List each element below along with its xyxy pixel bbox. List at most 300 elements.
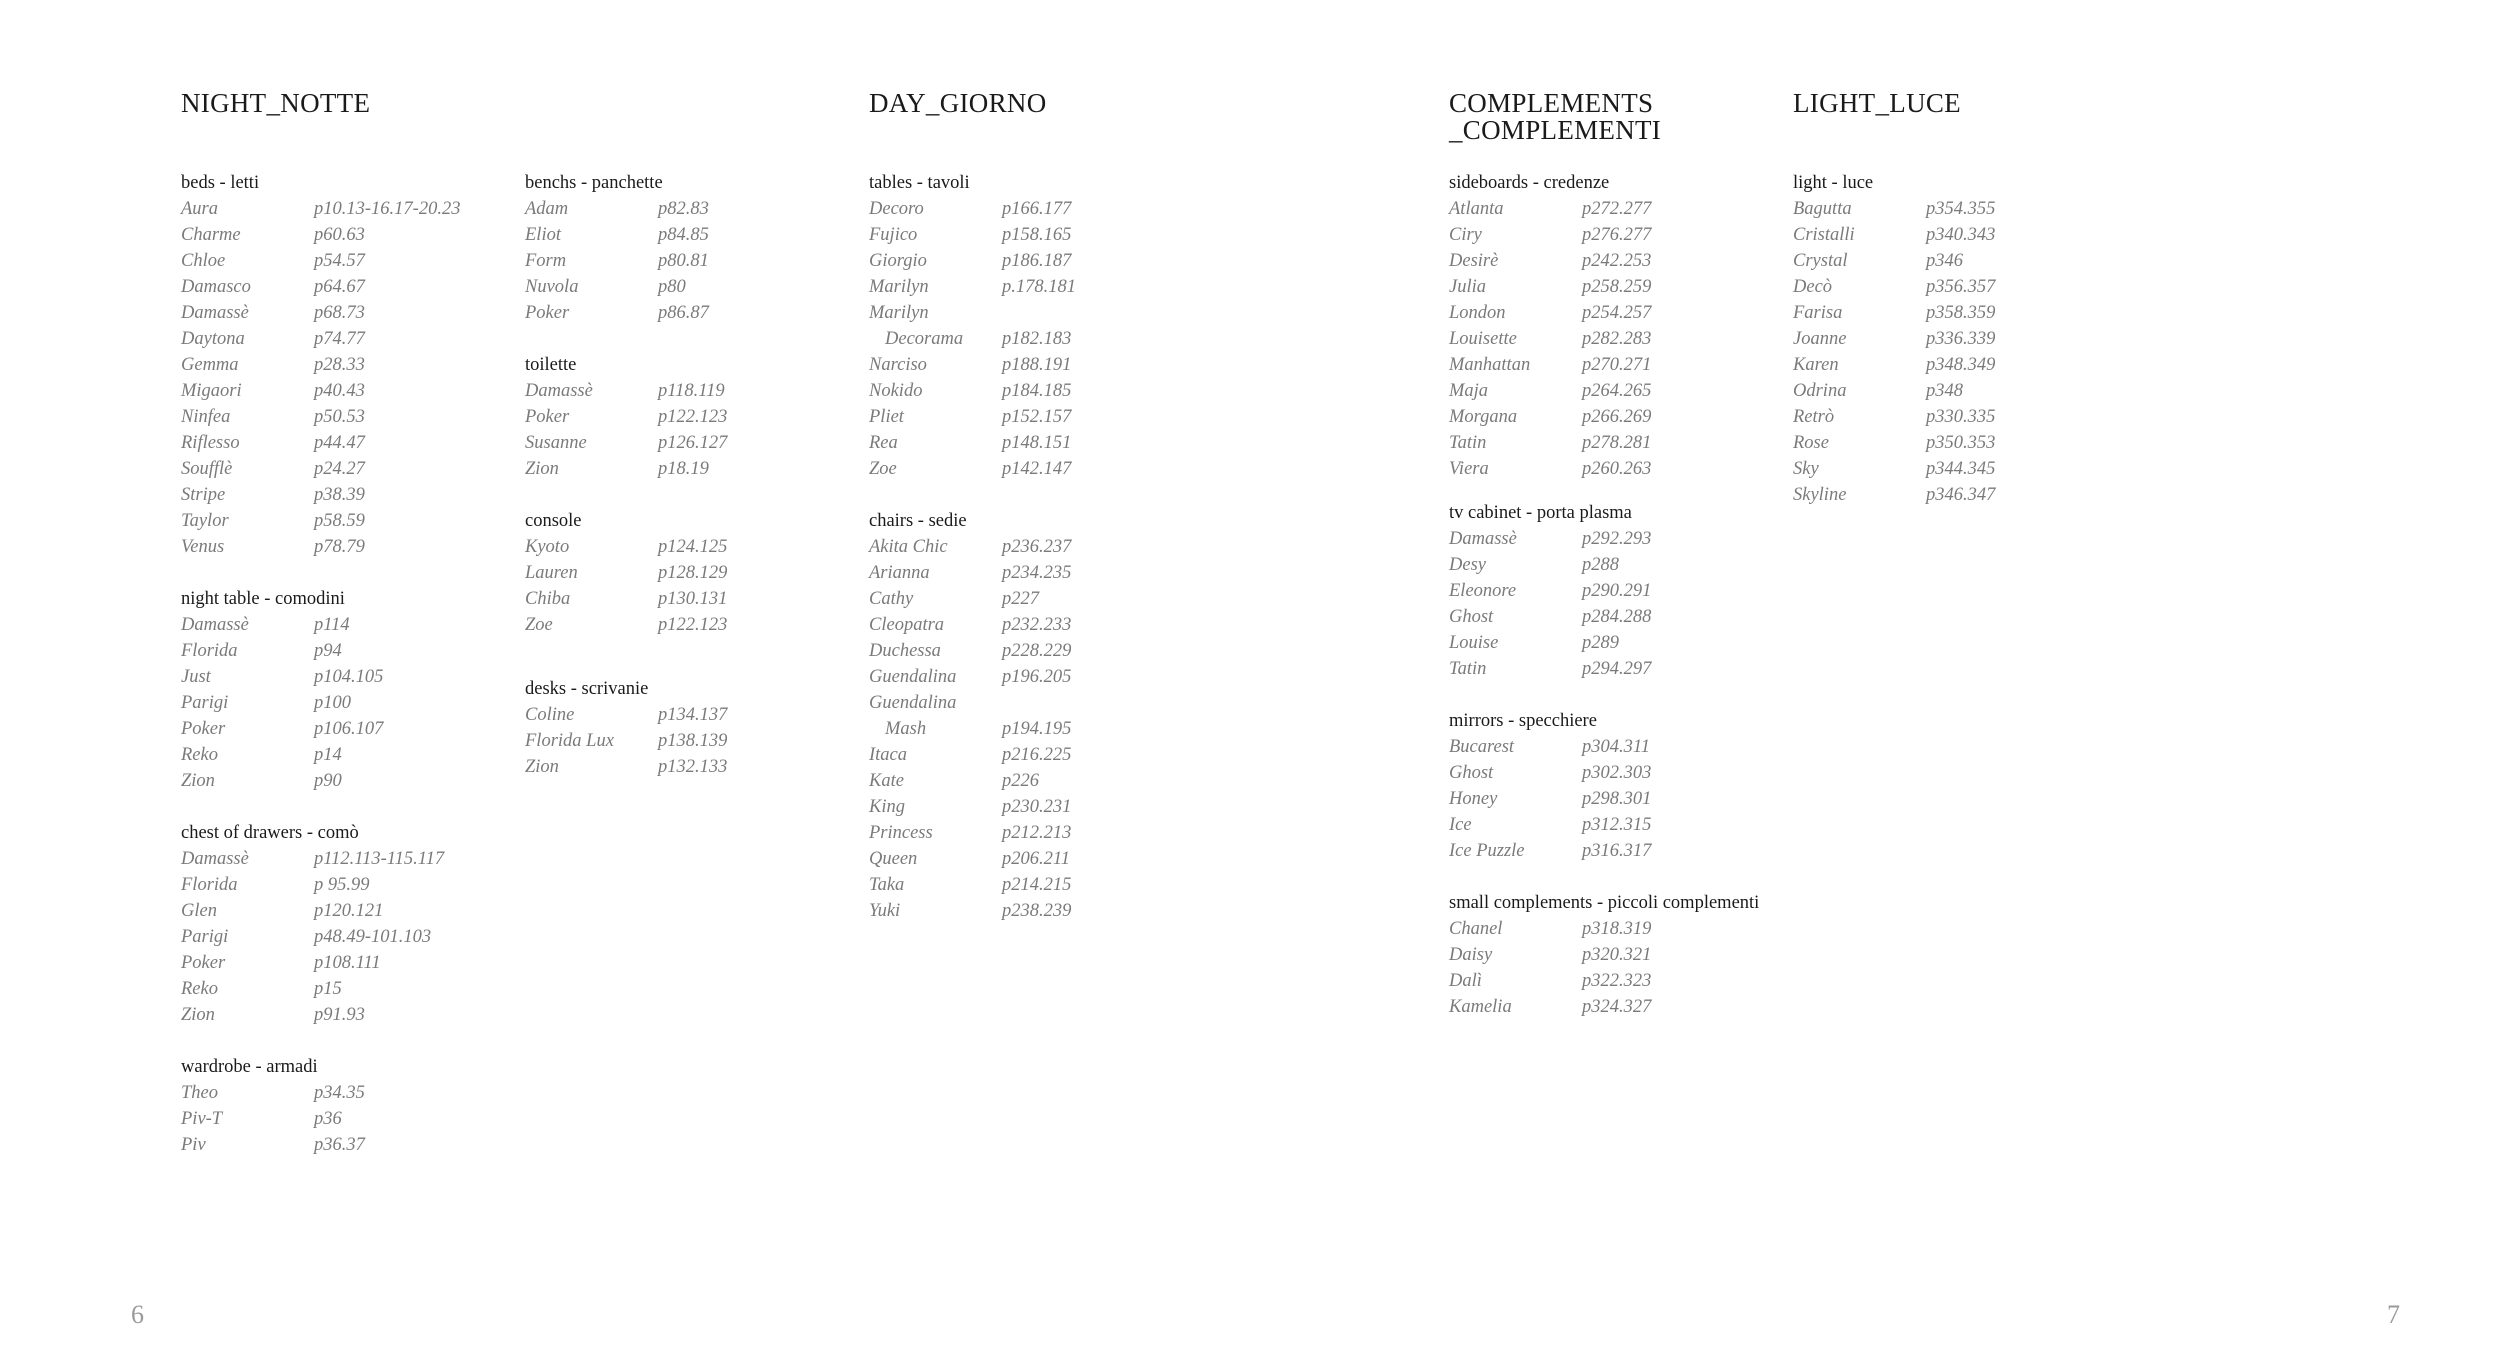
entry-pages: p34.35 bbox=[314, 1083, 365, 1103]
entry-name: Chloe bbox=[181, 251, 226, 271]
index-entry bbox=[1449, 456, 1651, 482]
entry-name: Reko bbox=[181, 979, 218, 999]
index-entry bbox=[869, 586, 1071, 612]
entry-name: Louisette bbox=[1449, 329, 1517, 349]
index-entry bbox=[1449, 430, 1651, 456]
entry-name: Florida bbox=[181, 875, 238, 895]
index-entry bbox=[181, 716, 383, 742]
entry-name: Karen bbox=[1793, 355, 1839, 375]
entry-name: Stripe bbox=[181, 485, 226, 505]
entry-name: Reko bbox=[181, 745, 218, 765]
group-heading: light - luce bbox=[1793, 173, 1874, 193]
entry-name: Morgana bbox=[1449, 407, 1518, 427]
index-entry bbox=[869, 274, 1076, 300]
index-entry bbox=[525, 378, 727, 404]
entry-pages: p344.345 bbox=[1926, 459, 1996, 479]
entry-pages: p80.81 bbox=[658, 251, 709, 271]
entry-name: Ghost bbox=[1449, 763, 1494, 783]
entry-pages: p36.37 bbox=[314, 1135, 365, 1155]
entry-pages: p232.233 bbox=[1002, 615, 1072, 635]
entry-name: London bbox=[1449, 303, 1506, 323]
index-entry bbox=[181, 1132, 365, 1158]
index-entry bbox=[869, 612, 1071, 638]
index-entry bbox=[181, 664, 383, 690]
entry-name: Zion bbox=[525, 757, 559, 777]
entry-name: Zion bbox=[181, 1005, 215, 1025]
index-entry bbox=[181, 248, 460, 274]
index-entry bbox=[1793, 352, 1995, 378]
entry-name: Daytona bbox=[181, 329, 245, 349]
entry-name: Eliot bbox=[525, 225, 561, 245]
index-entry bbox=[1793, 326, 1995, 352]
entry-pages: p350.353 bbox=[1926, 433, 1996, 453]
entry-name: Damassè bbox=[181, 303, 249, 323]
index-entry bbox=[1793, 274, 1995, 300]
entry-pages: p322.323 bbox=[1582, 971, 1652, 991]
entry-pages: p228.229 bbox=[1002, 641, 1072, 661]
entry-pages: p284.288 bbox=[1582, 607, 1652, 627]
entry-name: Bucarest bbox=[1449, 737, 1515, 757]
entry-name: Narciso bbox=[869, 355, 927, 375]
index-entry bbox=[1793, 456, 1995, 482]
entry-pages: p142.147 bbox=[1002, 459, 1072, 479]
group-heading: sideboards - credenze bbox=[1449, 173, 1610, 193]
index-entry bbox=[181, 846, 444, 872]
entry-name: Akita Chic bbox=[869, 537, 948, 557]
entry-name: Itaca bbox=[869, 745, 908, 765]
index-entry bbox=[869, 742, 1071, 768]
entry-pages: p276.277 bbox=[1582, 225, 1652, 245]
entry-pages: p152.157 bbox=[1002, 407, 1072, 427]
entry-name: Damassè bbox=[1449, 529, 1517, 549]
entry-name: Joanne bbox=[1793, 329, 1847, 349]
entry-name: Skyline bbox=[1793, 485, 1847, 505]
entry-name: Bagutta bbox=[1793, 199, 1852, 219]
entry-pages: p282.283 bbox=[1582, 329, 1652, 349]
group-mirrors bbox=[1449, 708, 1651, 864]
index-entry bbox=[869, 716, 1071, 742]
index-entry bbox=[181, 872, 444, 898]
index-entry bbox=[1449, 196, 1651, 222]
entry-pages: p298.301 bbox=[1582, 789, 1652, 809]
index-entry bbox=[1449, 326, 1651, 352]
index-entry bbox=[1449, 968, 1759, 994]
entry-pages: p122.123 bbox=[658, 615, 728, 635]
index-entry bbox=[181, 950, 444, 976]
page-number-right: 7 bbox=[2387, 1300, 2400, 1329]
entry-name: Ice bbox=[1449, 815, 1472, 835]
entry-pages: p278.281 bbox=[1582, 433, 1652, 453]
index-entry bbox=[1793, 300, 1995, 326]
entry-name: Yuki bbox=[869, 901, 901, 921]
entry-name: Marilyn bbox=[869, 277, 929, 297]
entry-name: Duchessa bbox=[869, 641, 941, 661]
index-entry bbox=[181, 508, 460, 534]
group-heading: console bbox=[525, 511, 582, 531]
entry-pages: p134.137 bbox=[658, 705, 728, 725]
group-chairs bbox=[869, 508, 1071, 924]
entry-pages: p130.131 bbox=[658, 589, 728, 609]
entry-pages: p36 bbox=[314, 1109, 342, 1129]
group-heading: tables - tavoli bbox=[869, 173, 970, 193]
entry-name: Poker bbox=[181, 953, 226, 973]
entry-name: Parigi bbox=[181, 693, 229, 713]
entry-name: Dalì bbox=[1449, 971, 1482, 991]
group-heading: beds - letti bbox=[181, 173, 260, 193]
group-heading: toilette bbox=[525, 355, 577, 375]
entry-pages: p270.271 bbox=[1582, 355, 1652, 375]
entry-pages: p91.93 bbox=[314, 1005, 365, 1025]
index-entry bbox=[869, 768, 1071, 794]
entry-name: Poker bbox=[181, 719, 226, 739]
entry-pages: p64.67 bbox=[314, 277, 365, 297]
entry-name: Lauren bbox=[525, 563, 578, 583]
index-entry bbox=[1449, 274, 1651, 300]
entry-pages: p302.303 bbox=[1582, 763, 1652, 783]
index-entry bbox=[181, 274, 460, 300]
index-entry bbox=[1449, 786, 1651, 812]
entry-pages: p272.277 bbox=[1582, 199, 1652, 219]
entry-name: Kate bbox=[869, 771, 904, 791]
entry-pages: p84.85 bbox=[658, 225, 709, 245]
group-toilette bbox=[525, 352, 727, 482]
index-entry bbox=[181, 196, 460, 222]
entry-name: Daisy bbox=[1449, 945, 1493, 965]
index-entry bbox=[1449, 404, 1651, 430]
index-entry bbox=[181, 378, 460, 404]
index-entry bbox=[1793, 404, 1995, 430]
entry-name: Glen bbox=[181, 901, 217, 921]
entry-pages: p340.343 bbox=[1926, 225, 1996, 245]
entry-pages: p132.133 bbox=[658, 757, 728, 777]
entry-name: Damassè bbox=[181, 849, 249, 869]
entry-pages: p294.297 bbox=[1582, 659, 1652, 679]
entry-name: Ciry bbox=[1449, 225, 1482, 245]
entry-name: Taka bbox=[869, 875, 905, 895]
section-title-day: DAY_GIORNO bbox=[869, 88, 1047, 118]
index-entry bbox=[1449, 656, 1651, 682]
entry-pages: p158.165 bbox=[1002, 225, 1072, 245]
entry-name: Sky bbox=[1793, 459, 1819, 479]
entry-name: Rose bbox=[1793, 433, 1829, 453]
group-tables bbox=[869, 170, 1076, 482]
entry-pages: p112.113-115.117 bbox=[314, 849, 445, 869]
index-entry bbox=[181, 924, 444, 950]
entry-name: Louise bbox=[1449, 633, 1499, 653]
entry-name: Rea bbox=[869, 433, 898, 453]
index-entry bbox=[1793, 196, 1995, 222]
entry-name: Tatin bbox=[1449, 433, 1487, 453]
entry-name: Adam bbox=[525, 199, 569, 219]
entry-pages: p114 bbox=[314, 615, 350, 635]
index-entry bbox=[181, 638, 383, 664]
entry-pages: p206.211 bbox=[1002, 849, 1071, 869]
section-title-complements: COMPLEMENTS _COMPLEMENTI bbox=[1449, 88, 1662, 145]
entry-pages: p74.77 bbox=[314, 329, 365, 349]
section-title-light: LIGHT_LUCE bbox=[1793, 88, 1961, 118]
group-night-table bbox=[181, 586, 383, 794]
entry-name: Zoe bbox=[869, 459, 897, 479]
entry-pages: p68.73 bbox=[314, 303, 365, 323]
index-entry bbox=[525, 728, 727, 754]
index-entry bbox=[1449, 526, 1651, 552]
entry-pages: p264.265 bbox=[1582, 381, 1652, 401]
index-entry bbox=[181, 326, 460, 352]
index-entry bbox=[181, 352, 460, 378]
index-entry bbox=[1449, 994, 1759, 1020]
group-heading: tv cabinet - porta plasma bbox=[1449, 503, 1632, 523]
entry-pages: p58.59 bbox=[314, 511, 365, 531]
entry-pages: p348.349 bbox=[1926, 355, 1996, 375]
index-entry bbox=[1449, 378, 1651, 404]
entry-pages: p292.293 bbox=[1582, 529, 1652, 549]
entry-name: Just bbox=[181, 667, 211, 687]
entry-pages: p312.315 bbox=[1582, 815, 1652, 835]
group-chest-of-drawers bbox=[181, 820, 444, 1028]
entry-name: Nuvola bbox=[525, 277, 579, 297]
entry-name: Soufflè bbox=[181, 459, 233, 479]
entry-name: Maja bbox=[1449, 381, 1489, 401]
entry-pages: p24.27 bbox=[314, 459, 365, 479]
entry-name: Julia bbox=[1449, 277, 1486, 297]
entry-name: Taylor bbox=[181, 511, 229, 531]
entry-pages: p236.237 bbox=[1002, 537, 1072, 557]
entry-name: Decorama bbox=[885, 329, 964, 349]
index-entry bbox=[869, 898, 1071, 924]
entry-name: Ice Puzzle bbox=[1449, 841, 1525, 861]
index-entry bbox=[869, 430, 1076, 456]
entry-pages: p120.121 bbox=[314, 901, 384, 921]
entry-pages: p238.239 bbox=[1002, 901, 1072, 921]
entry-name: Zion bbox=[525, 459, 559, 479]
entry-pages: p242.253 bbox=[1582, 251, 1652, 271]
entry-pages: p186.187 bbox=[1002, 251, 1072, 271]
entry-pages: p10.13-16.17-20.23 bbox=[314, 199, 461, 219]
entry-name: Crystal bbox=[1793, 251, 1848, 271]
index-entry bbox=[525, 248, 709, 274]
entry-pages: p194.195 bbox=[1002, 719, 1072, 739]
entry-pages: p214.215 bbox=[1002, 875, 1072, 895]
entry-pages: p 95.99 bbox=[314, 875, 370, 895]
group-tv-cabinet bbox=[1449, 500, 1651, 682]
entry-pages: p254.257 bbox=[1582, 303, 1652, 323]
index-entry bbox=[1449, 630, 1651, 656]
group-heading: mirrors - specchiere bbox=[1449, 711, 1597, 731]
index-entry bbox=[869, 534, 1071, 560]
entry-name: Mash bbox=[885, 719, 927, 739]
entry-name: Guendalina bbox=[869, 667, 957, 687]
index-entry bbox=[1793, 482, 1995, 508]
entry-pages: p148.151 bbox=[1002, 433, 1072, 453]
entry-pages: p320.321 bbox=[1582, 945, 1652, 965]
entry-pages: p14 bbox=[314, 745, 342, 765]
entry-name: Desy bbox=[1449, 555, 1486, 575]
entry-pages: p318.319 bbox=[1582, 919, 1652, 939]
entry-pages: p230.231 bbox=[1002, 797, 1072, 817]
index-entry bbox=[869, 352, 1076, 378]
index-entry bbox=[525, 274, 709, 300]
entry-name: Arianna bbox=[869, 563, 930, 583]
entry-name: Marilyn bbox=[869, 303, 929, 323]
entry-pages: p.178.181 bbox=[1002, 277, 1076, 297]
index-entry bbox=[181, 690, 383, 716]
section-title-night: NIGHT_NOTTE bbox=[181, 88, 371, 118]
index-entry bbox=[869, 846, 1071, 872]
entry-name: Poker bbox=[525, 407, 570, 427]
index-entry bbox=[869, 820, 1071, 846]
index-entry bbox=[181, 1002, 444, 1028]
entry-name: Giorgio bbox=[869, 251, 927, 271]
entry-pages: p118.119 bbox=[658, 381, 725, 401]
entry-pages: p80 bbox=[658, 277, 686, 297]
group-heading: night table - comodini bbox=[181, 589, 345, 609]
index-entry bbox=[181, 456, 460, 482]
entry-name: Damasco bbox=[181, 277, 251, 297]
entry-name: Odrina bbox=[1793, 381, 1847, 401]
entry-pages: p346 bbox=[1926, 251, 1963, 271]
entry-pages: p82.83 bbox=[658, 199, 709, 219]
entry-name: Gemma bbox=[181, 355, 239, 375]
group-heading: chest of drawers - comò bbox=[181, 823, 359, 843]
index-entry bbox=[869, 560, 1071, 586]
entry-pages: p54.57 bbox=[314, 251, 365, 271]
entry-name: Aura bbox=[181, 199, 218, 219]
entry-name: Florida Lux bbox=[525, 731, 614, 751]
index-entry bbox=[181, 534, 460, 560]
index-entry bbox=[181, 768, 383, 794]
index-entry bbox=[525, 560, 727, 586]
entry-name: Eleonore bbox=[1449, 581, 1517, 601]
entry-pages: p104.105 bbox=[314, 667, 384, 687]
entry-pages: p212.213 bbox=[1002, 823, 1072, 843]
index-entry bbox=[1449, 812, 1651, 838]
entry-pages: p48.49-101.103 bbox=[314, 927, 432, 947]
group-heading: wardrobe - armadi bbox=[181, 1057, 318, 1077]
entry-pages: p90 bbox=[314, 771, 342, 791]
entry-pages: p330.335 bbox=[1926, 407, 1996, 427]
entry-pages: p346.347 bbox=[1926, 485, 1996, 505]
group-heading: chairs - sedie bbox=[869, 511, 967, 531]
index-entry bbox=[181, 430, 460, 456]
index-entry bbox=[525, 612, 727, 638]
entry-pages: p354.355 bbox=[1926, 199, 1996, 219]
entry-pages: p226 bbox=[1002, 771, 1039, 791]
entry-name: Form bbox=[525, 251, 567, 271]
entry-name: Princess bbox=[869, 823, 933, 843]
group-benchs bbox=[525, 170, 709, 326]
index-entry bbox=[525, 534, 727, 560]
entry-pages: p227 bbox=[1002, 589, 1039, 609]
index-entry bbox=[525, 404, 727, 430]
entry-pages: p18.19 bbox=[658, 459, 709, 479]
index-entry bbox=[525, 222, 709, 248]
entry-pages: p138.139 bbox=[658, 731, 728, 751]
entry-pages: p290.291 bbox=[1582, 581, 1652, 601]
entry-name: Guendalina bbox=[869, 693, 957, 713]
entry-name: Tatin bbox=[1449, 659, 1487, 679]
entry-name: Damassè bbox=[181, 615, 249, 635]
index-entry bbox=[525, 196, 709, 222]
entry-name: Decò bbox=[1793, 277, 1833, 297]
index-entry bbox=[869, 638, 1071, 664]
index-entry bbox=[1449, 300, 1651, 326]
entry-name: Kamelia bbox=[1449, 997, 1512, 1017]
entry-name: Retrò bbox=[1793, 407, 1835, 427]
entry-pages: p184.185 bbox=[1002, 381, 1072, 401]
entry-name: Cleopatra bbox=[869, 615, 945, 635]
index-entry bbox=[869, 456, 1076, 482]
index-entry bbox=[181, 742, 383, 768]
entry-pages: p356.357 bbox=[1926, 277, 1996, 297]
entry-name: Ninfea bbox=[181, 407, 231, 427]
index-entry bbox=[1793, 222, 1995, 248]
entry-name: Migaori bbox=[181, 381, 242, 401]
entry-name: Chanel bbox=[1449, 919, 1503, 939]
entry-name: Atlanta bbox=[1449, 199, 1504, 219]
index-entry bbox=[1793, 378, 1995, 404]
index-entry bbox=[181, 300, 460, 326]
index-entry bbox=[869, 326, 1076, 352]
index-entry bbox=[1449, 760, 1651, 786]
index-entry bbox=[525, 702, 727, 728]
entry-name: Pliet bbox=[869, 407, 904, 427]
entry-name: Zoe bbox=[525, 615, 553, 635]
entry-name: Florida bbox=[181, 641, 238, 661]
index-entry bbox=[1793, 430, 1995, 456]
entry-pages: p196.205 bbox=[1002, 667, 1072, 687]
index-entry bbox=[181, 976, 444, 1002]
entry-pages: p28.33 bbox=[314, 355, 365, 375]
entry-pages: p44.47 bbox=[314, 433, 365, 453]
group-small-complements bbox=[1449, 890, 1759, 1020]
index-entry bbox=[1449, 942, 1759, 968]
group-light bbox=[1793, 170, 1995, 508]
entry-name: Queen bbox=[869, 849, 918, 869]
entry-name: Farisa bbox=[1793, 303, 1843, 323]
entry-pages: p40.43 bbox=[314, 381, 365, 401]
index-entry bbox=[1449, 734, 1651, 760]
entry-pages: p124.125 bbox=[658, 537, 728, 557]
entry-name: Viera bbox=[1449, 459, 1489, 479]
index-entry bbox=[1449, 604, 1651, 630]
entry-name: Piv bbox=[181, 1135, 206, 1155]
group-heading: benchs - panchette bbox=[525, 173, 663, 193]
entry-pages: p358.359 bbox=[1926, 303, 1996, 323]
entry-name: Chiba bbox=[525, 589, 571, 609]
group-beds bbox=[181, 170, 460, 560]
index-entry bbox=[181, 1106, 365, 1132]
entry-name: Manhattan bbox=[1449, 355, 1531, 375]
index-entry bbox=[1793, 248, 1995, 274]
page-number-left: 6 bbox=[131, 1300, 144, 1329]
entry-pages: p188.191 bbox=[1002, 355, 1072, 375]
index-entry bbox=[181, 482, 460, 508]
entry-name: King bbox=[869, 797, 905, 817]
entry-name: Poker bbox=[525, 303, 570, 323]
index-entry bbox=[869, 404, 1076, 430]
entry-name: Charme bbox=[181, 225, 241, 245]
entry-name: Fujico bbox=[869, 225, 918, 245]
group-sideboards bbox=[1449, 170, 1651, 482]
entry-name: Riflesso bbox=[181, 433, 240, 453]
entry-name: Coline bbox=[525, 705, 575, 725]
entry-name: Venus bbox=[181, 537, 225, 557]
entry-pages: p128.129 bbox=[658, 563, 728, 583]
index-entry bbox=[1449, 352, 1651, 378]
index-entry bbox=[1449, 552, 1651, 578]
entry-name: Ghost bbox=[1449, 607, 1494, 627]
index-entry bbox=[181, 222, 460, 248]
